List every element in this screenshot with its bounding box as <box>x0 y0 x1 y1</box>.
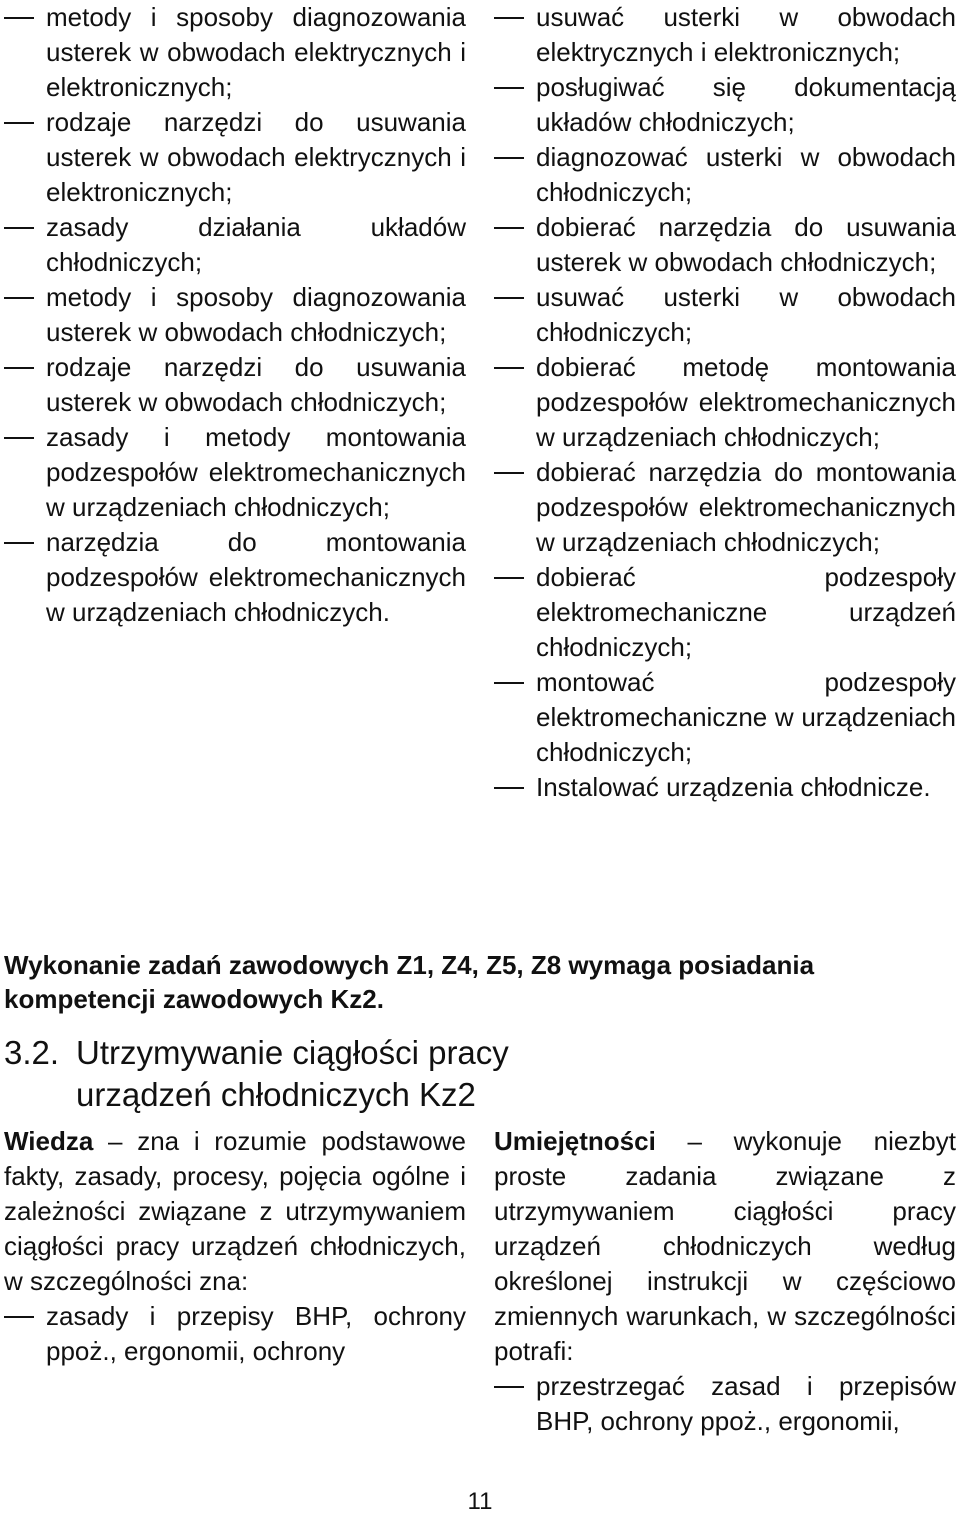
list-item: zasady działania układów chłodniczych; <box>4 210 466 280</box>
dash-bullet-icon <box>494 472 524 474</box>
knowledge-intro-text: zna i rozumie podstawowe fakty, zasady, procesy, pojęcia ogólne i zależności związane z utrzymywaniem ciągłości pracy urządzeń chłodniczych, w szczególności zna: <box>4 1126 466 1296</box>
dash-bullet-icon <box>494 577 524 579</box>
dash-bullet-icon <box>494 682 524 684</box>
knowledge-intro <box>4 1124 466 1299</box>
dash-bullet-icon <box>494 87 524 89</box>
list-item: montować podzespoły elektromechaniczne w urządzeniach chłodniczych; <box>494 665 956 770</box>
list-item: zasady i przepisy BHP, ochrony ppoż., ergonomii, ochrony <box>4 1299 466 1369</box>
dash-bullet-icon <box>494 297 524 299</box>
dash-bullet-icon <box>4 1316 34 1318</box>
list-item: rodzaje narzędzi do usuwania usterek w obwodach elektrycznych i elektronicznych; <box>4 105 466 210</box>
skills-items <box>494 1369 956 1439</box>
list-item: dobierać narzędzia do usuwania usterek w obwodach chłodniczych; <box>494 210 956 280</box>
dash-bullet-icon <box>494 367 524 369</box>
list-item: dobierać narzędzia do montowania podzespołów elektromechanicznych w urządzeniach chłodniczych; <box>494 455 956 560</box>
list-item: dobierać podzespoły elektromechaniczne urządzeń chłodniczych; <box>494 560 956 665</box>
knowledge-label: Wiedza <box>4 1126 94 1156</box>
knowledge-dash: – <box>93 1126 138 1156</box>
dash-bullet-icon <box>4 542 34 544</box>
skills-dash: – <box>655 1126 734 1156</box>
list-item: narzędzia do montowania podzespołów elektromechanicznych w urządzeniach chłodniczych. <box>4 525 466 630</box>
dash-bullet-icon <box>494 17 524 19</box>
dash-bullet-icon <box>4 122 34 124</box>
knowledge-list <box>4 0 466 630</box>
dash-bullet-icon <box>4 437 34 439</box>
list-item: usuwać usterki w obwodach chłodniczych; <box>494 280 956 350</box>
list-item: zasady i metody montowania podzespołów elektromechanicznych w urządzeniach chłodniczych; <box>4 420 466 525</box>
section-title-line2: urządzeń chłodniczych Kz2 <box>76 1076 476 1113</box>
page-number: 11 <box>467 1488 493 1515</box>
list-item: dobierać metodę montowania podzespołów elektromechanicznych w urządzeniach chłodniczych; <box>494 350 956 455</box>
list-item: diagnozować usterki w obwodach chłodniczych; <box>494 140 956 210</box>
dash-bullet-icon <box>494 1386 524 1388</box>
section-number: 3.2. <box>4 1034 60 1071</box>
list-item: posługiwać się dokumentacją układów chłodniczych; <box>494 70 956 140</box>
list-item: metody i sposoby diagnozowania usterek w obwodach chłodniczych; <box>4 280 466 350</box>
dash-bullet-icon <box>4 227 34 229</box>
dash-bullet-icon <box>4 17 34 19</box>
dash-bullet-icon <box>494 157 524 159</box>
list-item: Instalować urządzenia chłodnicze. <box>494 770 956 805</box>
list-item: rodzaje narzędzi do usuwania usterek w obwodach chłodniczych; <box>4 350 466 420</box>
knowledge-items <box>4 1299 466 1369</box>
dash-bullet-icon <box>494 227 524 229</box>
list-item: metody i sposoby diagnozowania usterek w obwodach elektrycznych i elektronicznych; <box>4 0 466 105</box>
top-right-column <box>494 0 956 805</box>
skills-label: Umiejętności <box>494 1126 656 1156</box>
dash-bullet-icon <box>4 367 34 369</box>
dash-bullet-icon <box>494 787 524 789</box>
skills-column <box>494 1124 956 1439</box>
competency-note: Wykonanie zadań zawodowych Z1, Z4, Z5, Z8 wymaga posiadania kompetencji zawodowych Kz2. <box>4 950 815 1014</box>
list-item: usuwać usterki w obwodach elektrycznych i elektronicznych; <box>494 0 956 70</box>
list-item: przestrzegać zasad i przepisów BHP, ochrony ppoż., ergonomii, <box>494 1369 956 1439</box>
skills-intro-text: wykonuje niezbyt proste zadania związane z utrzymywaniem ciągłości pracy urządzeń chłodniczych według określonej instrukcji w częściowo zmiennych warunkach, w szczególności potrafi: <box>494 1126 956 1366</box>
section-heading <box>4 1032 704 1116</box>
skills-intro <box>494 1124 956 1369</box>
section-title-line1: Utrzymywanie ciągłości pracy <box>76 1034 509 1071</box>
top-left-column <box>4 0 466 630</box>
skills-list <box>494 0 956 805</box>
knowledge-column <box>4 1124 466 1369</box>
dash-bullet-icon <box>4 297 34 299</box>
